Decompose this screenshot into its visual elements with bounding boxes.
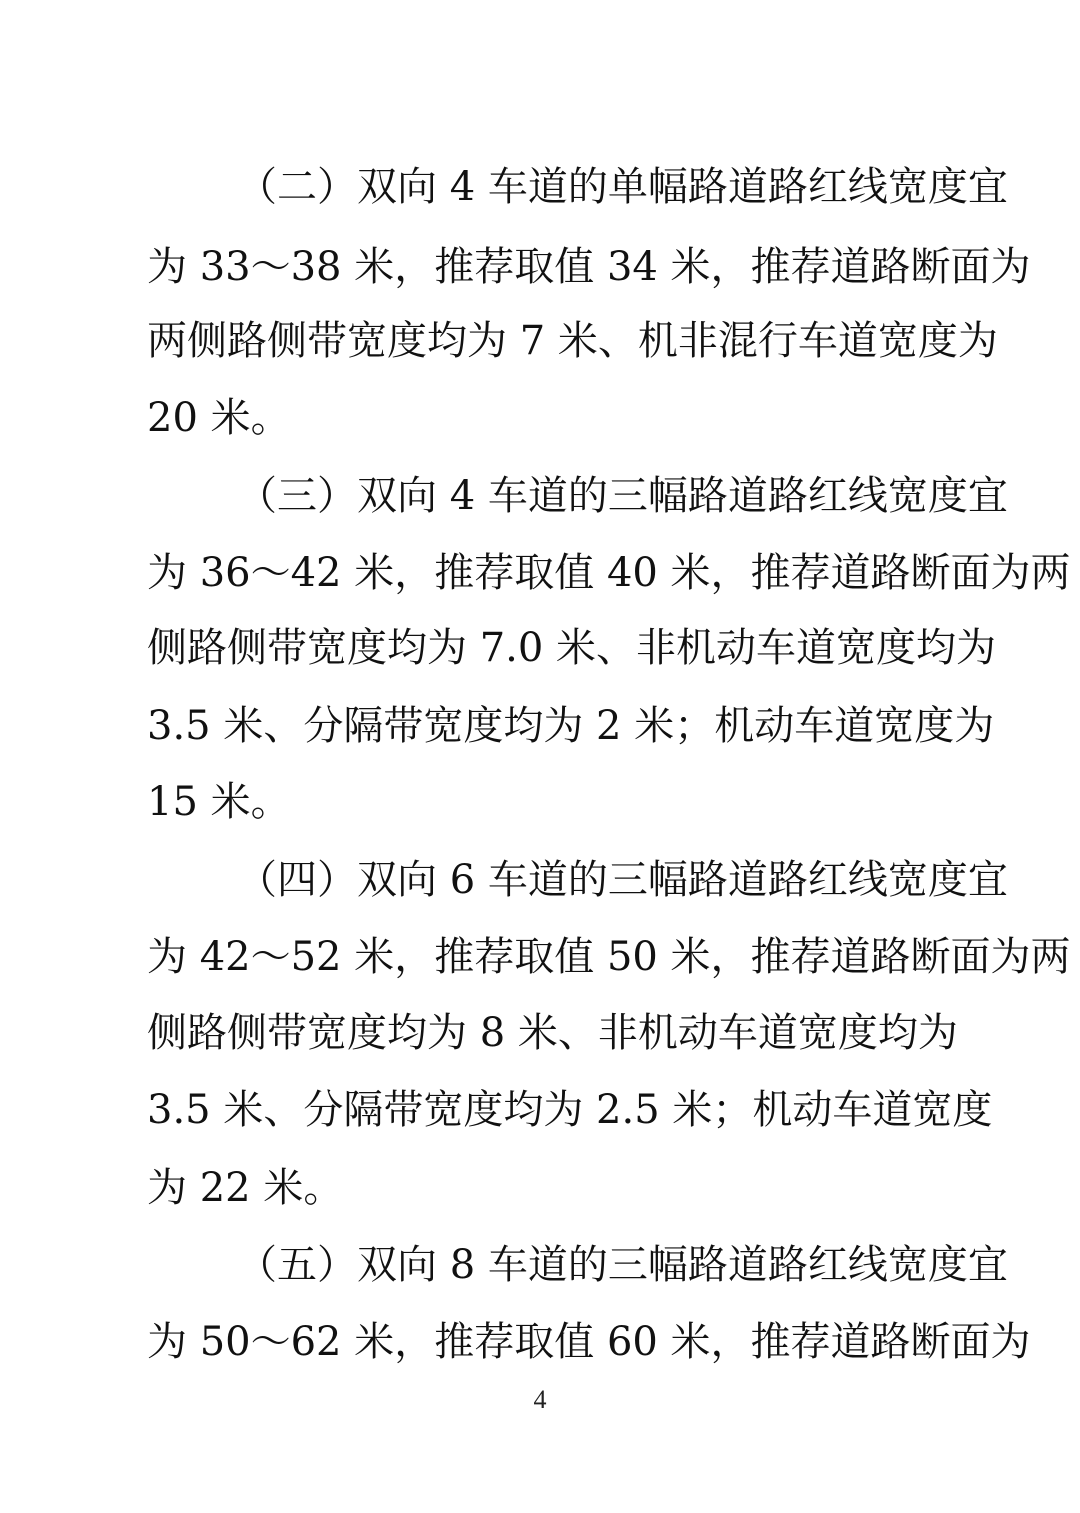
paragraph-4-line-5: 为 22 米。 bbox=[147, 1165, 344, 1211]
paragraph-3-line-3: 侧路侧带宽度均为 7.0 米、非机动车道宽度均为 bbox=[147, 625, 997, 671]
paragraph-3-line-4: 3.5 米、分隔带宽度均为 2 米；机动车道宽度为 bbox=[147, 703, 995, 749]
paragraph-2-line-1: （二）双向 4 车道的单幅路道路红线宽度宜 bbox=[237, 164, 1008, 210]
paragraph-4-line-3: 侧路侧带宽度均为 8 米、非机动车道宽度均为 bbox=[147, 1010, 958, 1056]
paragraph-2-line-2: 为 33～38 米，推荐取值 34 米，推荐道路断面为 bbox=[147, 244, 1031, 290]
paragraph-2-line-3: 两侧路侧带宽度均为 7 米、机非混行车道宽度为 bbox=[147, 318, 998, 364]
paragraph-4-line-4: 3.5 米、分隔带宽度均为 2.5 米；机动车道宽度 bbox=[147, 1087, 993, 1133]
page-number: 4 bbox=[533, 1385, 547, 1414]
paragraph-2-line-4: 20 米。 bbox=[147, 395, 291, 441]
paragraph-3-line-5: 15 米。 bbox=[147, 779, 291, 825]
paragraph-5-line-2: 为 50～62 米，推荐取值 60 米，推荐道路断面为 bbox=[147, 1319, 1031, 1365]
paragraph-3-line-1: （三）双向 4 车道的三幅路道路红线宽度宜 bbox=[237, 473, 1008, 519]
paragraph-4-line-1: （四）双向 6 车道的三幅路道路红线宽度宜 bbox=[237, 857, 1008, 903]
paragraph-5-line-1: （五）双向 8 车道的三幅路道路红线宽度宜 bbox=[237, 1242, 1008, 1288]
paragraph-4-line-2: 为 42～52 米，推荐取值 50 米，推荐道路断面为两 bbox=[147, 934, 1071, 980]
paragraph-3-line-2: 为 36～42 米，推荐取值 40 米，推荐道路断面为两 bbox=[147, 550, 1071, 596]
